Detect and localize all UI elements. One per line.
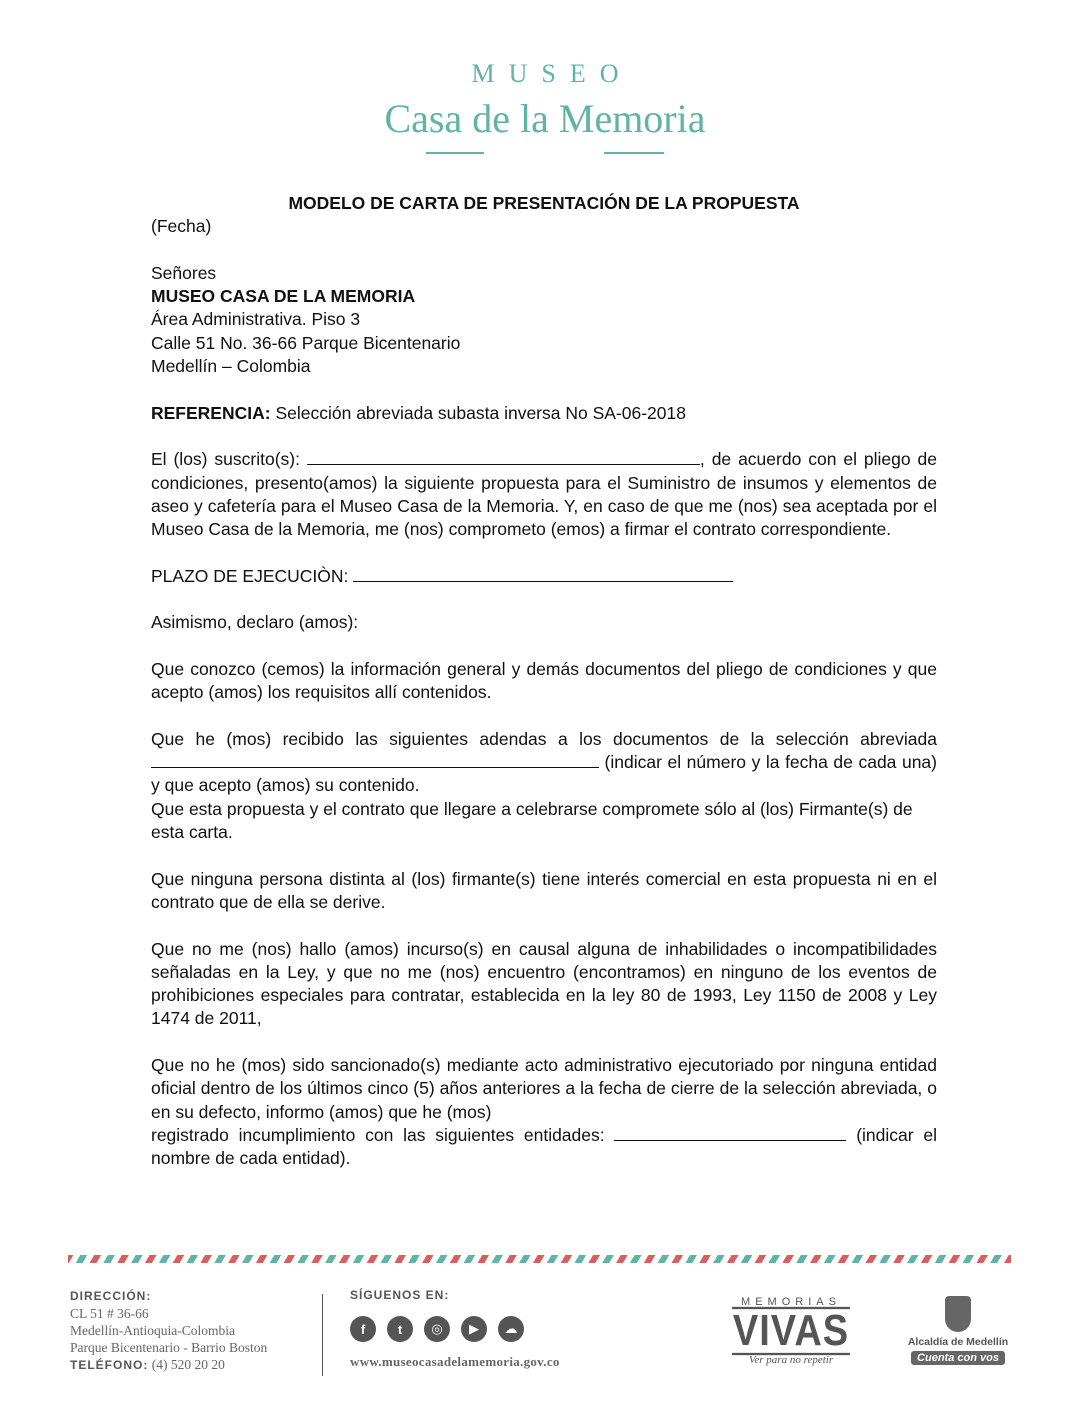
alcaldia-name: Alcaldía de Medellín bbox=[907, 1336, 1009, 1348]
date-line: (Fecha) bbox=[151, 216, 212, 237]
adendas-blank-field[interactable] bbox=[151, 751, 599, 768]
youtube-icon[interactable]: ▶ bbox=[461, 1316, 487, 1342]
alcaldia-slogan: Cuenta con vos bbox=[911, 1351, 1005, 1365]
logo-casa-text: Casa de la Memoria bbox=[384, 96, 706, 141]
asimismo-line: Asimismo, declaro (amos): bbox=[151, 612, 359, 633]
footer-divider bbox=[322, 1294, 323, 1376]
footer-address bbox=[70, 1288, 267, 1374]
memorias-sub-text: Ver para no repetir bbox=[748, 1354, 834, 1366]
memorias-vivas-logo bbox=[726, 1296, 856, 1366]
phone-label: TELÉFONO: bbox=[70, 1358, 149, 1372]
twitter-icon[interactable]: t bbox=[387, 1316, 413, 1342]
paragraph-inhabilidades: Que no me (nos) hallo (amos) incurso(s) en causal alguna de inhabilidades o incompatibilidades señaladas en la Ley, y que no me (nos) encuentro (encontramos) en ninguno de los eventos de prohibiciones especiales para contratar, establecida en la ley 80 de 1993, Ley 1150 de 2008 y Ley 1474 de 2011, bbox=[151, 938, 937, 1029]
paragraph-sancion: Que no he (mos) sido sancionado(s) mediante acto administrativo ejecutoriado por ninguna entidad oficial dentro de los últimos cinco (5) años anteriores a la fecha de cierre de la selección abreviada, o en su defecto, informo (amos) que he (mos) bbox=[151, 1054, 937, 1122]
social-label: SÍGUENOS EN: bbox=[350, 1288, 450, 1302]
memorias-main-text: VIVAS bbox=[732, 1306, 850, 1356]
intro-suffix: , de acuerdo con el pliego de condiciones, presento(amos) la siguiente propuesta para el Suministro de insumos y elementos de aseo y cafetería para el Museo Casa de la Memoria. Y, en caso de que me (nos) sea aceptada por el Museo Casa de la Memoria, me (nos) comprometo (emos) a firmar el contrato correspondiente. bbox=[151, 449, 937, 540]
recipient-name bbox=[151, 285, 937, 308]
museum-logo bbox=[360, 60, 730, 142]
recipient-street: Calle 51 No. 36-66 Parque Bicentenario bbox=[151, 332, 461, 353]
letter-body bbox=[151, 192, 937, 1170]
reference-label: REFERENCIA: bbox=[151, 402, 271, 423]
adendas-suffix: (indicar el número y la fecha de cada una) y que acepto (amos) su contenido. bbox=[151, 752, 937, 796]
soundcloud-icon[interactable]: ☁ bbox=[498, 1316, 524, 1342]
entidades-blank-field[interactable] bbox=[614, 1124, 846, 1141]
paragraph-adendas bbox=[151, 728, 937, 798]
page-footer bbox=[0, 1280, 1088, 1390]
social-section bbox=[350, 1288, 560, 1370]
sancion-prefix: registrado incumplimiento con las siguientes entidades: bbox=[151, 1124, 615, 1145]
address-label: DIRECCIÓN: bbox=[70, 1289, 152, 1303]
intro-paragraph bbox=[151, 448, 937, 541]
logo-rule-left bbox=[426, 152, 484, 154]
social-icons bbox=[350, 1316, 560, 1342]
paragraph-compromete: Que esta propuesta y el contrato que llegare a celebrarse compromete sólo al (los) Firmante(s) de esta carta. bbox=[151, 798, 913, 843]
plazo-line bbox=[151, 565, 937, 588]
plazo-blank-field[interactable] bbox=[353, 565, 733, 582]
website-link[interactable]: www.museocasadelamemoria.gov.co bbox=[350, 1354, 560, 1369]
paragraph-interes: Que ninguna persona distinta al (los) firmante(s) tiene interés comercial en esta propuesta ni en el contrato que de ella se derive. bbox=[151, 868, 937, 912]
recipient-name-text: MUSEO CASA DE LA MEMORIA bbox=[151, 286, 416, 307]
paragraph-conozco: Que conozco (cemos) la información general y demás documentos del pliego de condiciones y que acepto (amos) los requisitos allí contenidos. bbox=[151, 658, 937, 703]
plazo-label: PLAZO DE EJECUCIÒN: bbox=[151, 565, 354, 586]
memorias-top-text: MEMORIAS bbox=[741, 1296, 841, 1308]
address-line-3: Parque Bicentenario - Barrio Boston bbox=[70, 1340, 268, 1355]
phone-line bbox=[70, 1356, 267, 1374]
phone-number: (4) 520 20 20 bbox=[148, 1357, 225, 1372]
recipient-area: Área Administrativa. Piso 3 bbox=[151, 309, 361, 330]
page-title: MODELO DE CARTA DE PRESENTACIÓN DE LA PROPUESTA bbox=[288, 193, 800, 213]
logo-museo-text: MUSEO bbox=[471, 59, 633, 88]
facebook-icon[interactable]: f bbox=[350, 1316, 376, 1342]
alcaldia-logo bbox=[904, 1296, 1012, 1366]
salutation: Señores bbox=[151, 262, 217, 283]
reference-line bbox=[151, 402, 937, 425]
address-line-1: CL 51 # 36-66 bbox=[70, 1306, 149, 1321]
paragraph-sancion-entities bbox=[151, 1124, 937, 1171]
recipient-city: Medellín – Colombia bbox=[151, 356, 311, 377]
sancion-suffix: (indicar el nombre de cada entidad). bbox=[151, 1124, 937, 1169]
adendas-prefix: Que he (mos) recibido las siguientes adendas a los documentos de la selección abreviada bbox=[151, 728, 937, 749]
intro-prefix: El (los) suscrito(s): bbox=[151, 449, 307, 470]
reference-text: Selección abreviada subasta inversa No SA-06-2018 bbox=[270, 402, 686, 423]
address-line-2: Medellín-Antioquia-Colombia bbox=[70, 1323, 235, 1338]
suscrito-blank-field[interactable] bbox=[307, 448, 700, 465]
coat-of-arms-icon bbox=[945, 1296, 971, 1332]
instagram-icon[interactable]: ◎ bbox=[424, 1316, 450, 1342]
logo-rule-right bbox=[604, 152, 664, 154]
footer-stripe-divider bbox=[68, 1255, 1011, 1263]
